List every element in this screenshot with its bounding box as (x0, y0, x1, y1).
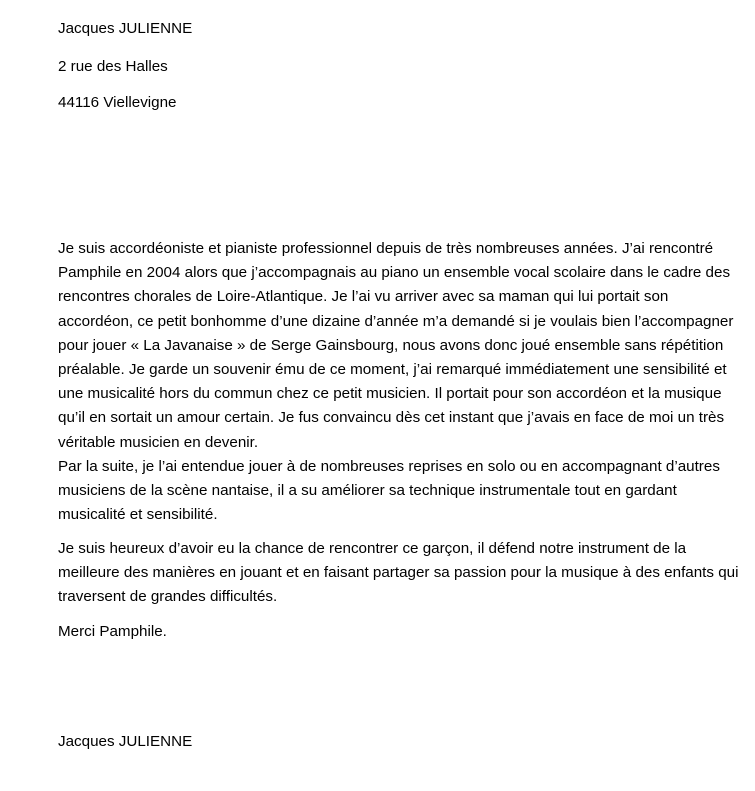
closing-line: Merci Pamphile. (58, 623, 167, 640)
paragraph-line: musicalité et sensibilité. (58, 506, 218, 524)
paragraph-line: musiciens de la scène nantaise, il a su améliorer sa technique instrumentale tout en gardant (58, 482, 677, 500)
paragraph-line: préalable. Je garde un souvenir ému de ce moment, j’ai remarqué immédiatement une sensibilité et (58, 361, 727, 379)
body-paragraph-1 (58, 237, 734, 455)
paragraph-line: Par la suite, je l’ai entendue jouer à de nombreuses reprises en solo ou en accompagnant d’autres (58, 458, 720, 475)
paragraph-line: Pamphile en 2004 alors que j’accompagnais au piano un ensemble vocal scolaire dans le cadre des (58, 264, 731, 282)
paragraph-line: traversent de grandes difficultés. (58, 588, 278, 606)
signature: Jacques JULIENNE (58, 733, 193, 750)
sender-street: 2 rue des Halles (58, 58, 168, 75)
body-paragraph-2 (58, 455, 720, 528)
sender-name: Jacques JULIENNE (58, 20, 193, 37)
paragraph-line: Je suis heureux d’avoir eu la chance de rencontrer ce garçon, il défend notre instrument de la (58, 540, 687, 557)
paragraph-line: pour jouer « La Javanaise » de Serge Gainsbourg, nous avons donc joué ensemble sans répétition (58, 336, 724, 354)
paragraph-line: rencontres chorales de Loire-Atlantique. Je l’ai vu arriver avec sa maman qui lui portait son (58, 288, 669, 306)
paragraph-line: accordéon, ce petit bonhomme d’une dizaine d’année m’a demandé si je voulais bien l’accompagner (58, 312, 734, 330)
paragraph-line: meilleure des manières en jouant et en faisant partager sa passion pour la musique à des enfants qui (58, 564, 739, 582)
body-paragraph-3 (58, 537, 739, 610)
paragraph-line: Je suis accordéoniste et pianiste professionnel depuis de très nombreuses années. J’ai rencontré (58, 240, 714, 257)
sender-city: 44116 Viellevigne (58, 94, 177, 111)
paragraph-line: une musicalité hors du commun chez ce petit musicien. Il portait pour son accordéon et la musique (58, 385, 722, 403)
paragraph-line: véritable musicien en devenir. (58, 433, 259, 451)
paragraph-line: qu’il en sortait un amour certain. Je fus convaincu dès cet instant que j’avais en face de moi un très (58, 409, 725, 427)
